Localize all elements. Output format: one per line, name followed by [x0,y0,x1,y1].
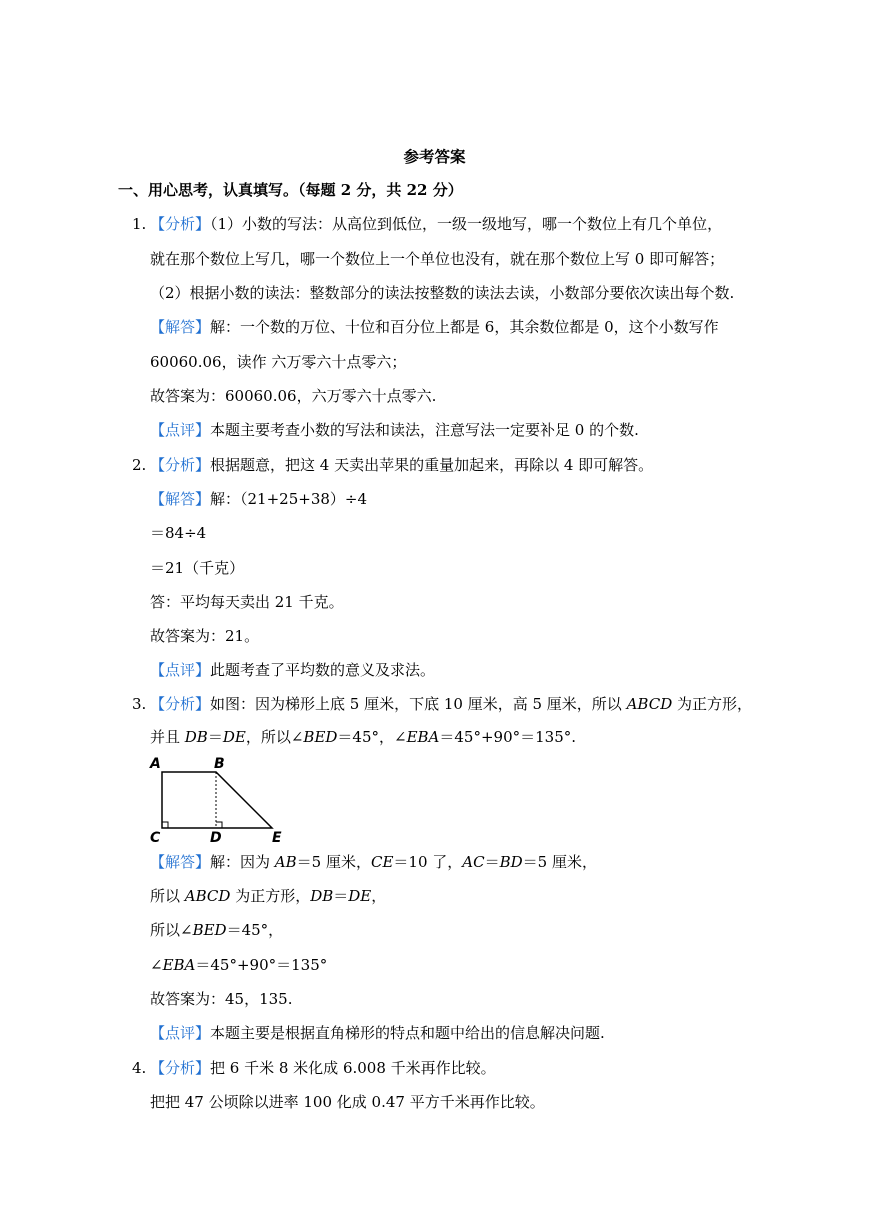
q3-solution-line-1 [150,852,597,872]
q1-solution-text-1: 解：一个数的万位、十位和百分位上都是 6，其余数位都是 0，这个小数写作 [210,318,719,336]
q3-solution-var: BD [499,853,523,871]
q2-solution-text-1: 解：（21+25+38）÷4 [210,490,368,508]
analysis-tag: 【分析】 [150,695,211,713]
label-d: D [210,830,222,844]
q3-solution-text: ＝ [484,853,500,871]
analysis-tag: 【分析】 [150,456,211,474]
q3-solution-var: ABCD [184,887,231,905]
q3-solution-var: BED [192,921,227,939]
q1-analysis-line-3: （2）根据小数的读法：整数部分的读法按整数的读法去读，小数部分要依次读出每个数. [150,284,735,302]
solution-tag: 【解答】 [150,318,211,336]
q2-review-text: 此题考查了平均数的意义及求法。 [210,661,436,679]
q3-solution-var: AB [274,853,297,871]
trapezoid-figure [148,752,288,844]
q3-solution-text: ＝ [333,887,349,905]
q3-analysis-var: DB [184,728,208,746]
q3-solution-line-2 [150,886,386,906]
q3-analysis-var: BED [303,728,338,746]
question-number-1: 1. [132,215,147,233]
q3-solution-text: 解：因为 [210,853,275,871]
analysis-tag: 【分析】 [150,1059,211,1077]
trapezoid-outline [162,772,272,828]
review-tag: 【点评】 [150,661,211,679]
q4-analysis-line-2: 把把 47 公顷除以进率 100 化成 0.47 平方千米再作比较。 [150,1093,545,1111]
q2-solution-line-1 [150,489,367,509]
analysis-tag: 【分析】 [150,215,211,233]
q4-analysis-text-1: 把 6 千米 8 米化成 6.008 千米再作比较。 [210,1059,496,1077]
q1-review-text: 本题主要考查小数的写法和读法，注意写法一定要补足 0 的个数. [210,421,639,439]
q4-analysis-line-1 [150,1058,496,1078]
q3-solution-line-3 [150,920,283,940]
q3-analysis-text: ，所以∠ [245,728,304,746]
q3-solution-text: ＝10 了， [393,853,463,871]
label-b: B [214,756,225,772]
q3-analysis-text: ＝45°+90°＝135°. [439,728,577,746]
question-number-4: 4. [132,1059,147,1077]
q3-analysis-line-1 [150,694,752,714]
q1-solution-line-2: 60060.06，读作 六万零六十点零六； [150,353,407,371]
q3-solution-text: 所以∠ [150,921,193,939]
q1-analysis-line-2: 就在那个数位上写几，哪一个数位上一个单位也没有，就在那个数位上写 0 即可解答； [150,250,725,268]
solution-tag: 【解答】 [150,853,211,871]
q3-analysis-var: ABCD [626,695,673,713]
q2-analysis-line-1 [150,455,653,475]
q3-analysis-text: 并且 [150,728,185,746]
q2-review-line [150,660,435,680]
q3-solution-line-4 [150,955,327,975]
q3-review-text: 本题主要是根据直角梯形的特点和题中给出的信息解决问题. [210,1024,605,1042]
q3-analysis-text: ＝45°，∠ [337,728,407,746]
page-title: 参考答案 [403,147,466,166]
q3-solution-text: ＝45°， [226,921,284,939]
section-heading: 一、用心思考，认真填写。（每题 2 分，共 22 分） [118,181,463,199]
solution-tag: 【解答】 [150,490,211,508]
review-tag: 【点评】 [150,1024,211,1042]
q3-analysis-var: DE [222,728,246,746]
label-e: E [272,830,282,844]
q1-solution-line-3: 故答案为：60060.06，六万零六十点零六. [150,387,437,405]
q3-solution-text: ∠ [150,956,163,974]
review-tag: 【点评】 [150,421,211,439]
q3-solution-text: ， [371,887,387,905]
q3-analysis-line-2 [150,727,576,747]
q3-solution-text: ＝5 厘米， [522,853,597,871]
q3-analysis-var: EBA [406,728,440,746]
q3-solution-text: ＝5 厘米， [296,853,371,871]
question-number-2: 2. [132,456,147,474]
q3-solution-text: 所以 [150,887,185,905]
q3-analysis-text: 为正方形， [672,695,752,713]
right-angle-mark-d [216,822,222,828]
q3-analysis-text: 如图：因为梯形上底 5 厘米，下底 10 厘米，高 5 厘米，所以 [210,695,627,713]
q2-solution-line-3: ＝21（千克） [150,559,245,577]
q3-review-line [150,1023,605,1043]
q3-solution-text: ＝45°+90°＝135° [195,956,328,974]
q3-analysis-text: ＝ [207,728,223,746]
question-number-3: 3. [132,695,147,713]
q3-solution-var: DE [348,887,372,905]
q3-solution-var: CE [370,853,394,871]
label-a: A [150,756,161,772]
q1-analysis-text-1: （1）小数的写法：从高位到低位，一级一级地写，哪一个数位上有几个单位， [210,215,723,233]
q3-solution-var: DB [310,887,334,905]
label-c: C [150,830,161,844]
right-angle-mark-c [162,822,168,828]
q3-solution-var: EBA [162,956,196,974]
q2-solution-line-5: 故答案为：21。 [150,627,260,645]
q3-solution-line-5: 故答案为：45，135. [150,990,293,1008]
q3-solution-text: 为正方形， [230,887,311,905]
q3-solution-var: AC [462,853,485,871]
q2-solution-line-4: 答：平均每天卖出 21 千克。 [150,593,344,611]
q1-solution-line-1 [150,317,719,337]
q2-solution-line-2: ＝84÷4 [150,524,207,542]
q2-analysis-text-1: 根据题意，把这 4 天卖出苹果的重量加起来，再除以 4 即可解答。 [210,456,654,474]
q1-review-line [150,420,639,440]
q1-analysis-line-1 [150,214,722,234]
